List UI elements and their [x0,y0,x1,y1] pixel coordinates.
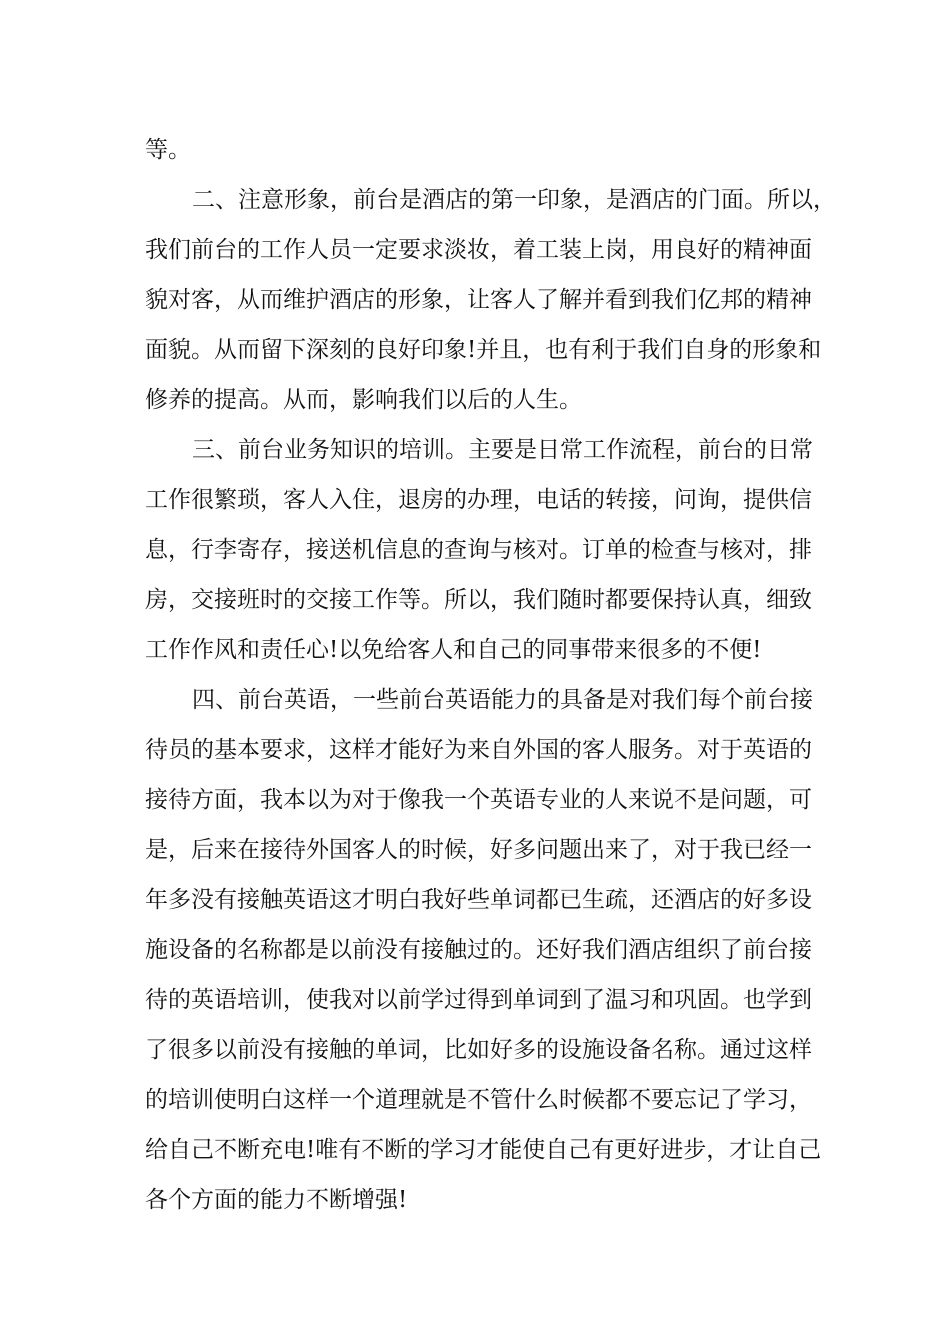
text-line: 施设备的名称都是以前没有接触过的。还好我们酒店组织了前台接 [145,937,812,963]
text-line: 工作很繁琐，客人入住，退房的办理，电话的转接，问询，提供信 [145,487,812,513]
text-line: 房，交接班时的交接工作等。所以，我们随时都要保持认真，细致 [145,587,812,613]
text-line: 待的英语培训，使我对以前学过得到单词到了温习和巩固。也学到 [145,987,812,1013]
paragraph-3-start: 三、前台业务知识的培训。主要是日常工作流程，前台的日常 [192,437,813,463]
text-line: 的培训使明白这样一个道理就是不管什么时候都不要忘记了学习， [145,1087,812,1113]
text-line: 等。 [145,137,191,163]
text-line: 年多没有接触英语这才明白我好些单词都已生疏，还酒店的好多设 [145,887,812,913]
text-line: 接待方面，我本以为对于像我一个英语专业的人来说不是问题，可 [145,787,812,813]
text-line: 面貌。从而留下深刻的良好印象!并且，也有利于我们自身的形象和 [145,337,822,363]
text-line: 工作作风和责任心!以免给客人和自己的同事带来很多的不便! [145,637,762,663]
text-line: 修养的提高。从而，影响我们以后的人生。 [145,387,582,413]
text-line: 待员的基本要求，这样才能好为来自外国的客人服务。对于英语的 [145,737,812,763]
text-line: 给自己不断充电!唯有不断的学习才能使自己有更好进步，才让自己 [145,1137,822,1163]
text-line: 息，行李寄存，接送机信息的查询与核对。订单的检查与核对，排 [145,537,812,563]
paragraph-4-start: 四、前台英语，一些前台英语能力的具备是对我们每个前台接 [192,687,813,713]
text-line: 是，后来在接待外国客人的时候，好多问题出来了，对于我已经一 [145,837,812,863]
text-line: 貌对客，从而维护酒店的形象，让客人了解并看到我们亿邦的精神 [145,287,812,313]
text-line: 了很多以前没有接触的单词，比如好多的设施设备名称。通过这样 [145,1037,812,1063]
text-line: 各个方面的能力不断增强! [145,1187,408,1213]
paragraph-2-start: 二、注意形象，前台是酒店的第一印象，是酒店的门面。所以， [192,187,836,213]
text-line: 我们前台的工作人员一定要求淡妆，着工装上岗，用良好的精神面 [145,237,812,263]
